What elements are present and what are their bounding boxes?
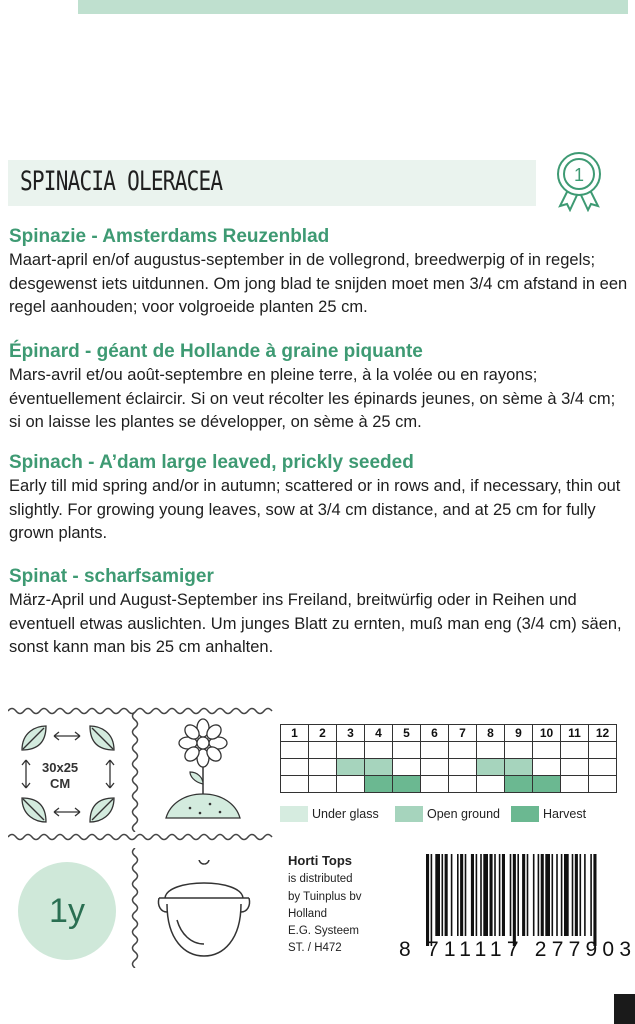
month-header: 6 [421,725,449,742]
barcode-bar [538,854,540,936]
legend-label: Open ground [427,807,500,821]
barcode-bar [513,854,516,946]
calendar-cell [281,776,309,793]
calendar-cell [589,776,617,793]
section-title: Spinat - scharfsamiger [9,566,214,587]
calendar-cell [309,742,337,759]
spacing-label [42,760,78,792]
barcode-bar [465,854,467,936]
calendar-cell [421,742,449,759]
calendar-cell [393,742,421,759]
section-dutch [9,225,631,320]
calendar-cell [365,742,393,759]
section-title: Épinard - géant de Hollande à graine piquante [9,341,423,362]
pot-icon [155,860,253,960]
calendar-cell [561,759,589,776]
calendar-cell [281,759,309,776]
calendar-cell [309,776,337,793]
calendar-cell [477,742,505,759]
barcode-bar [593,854,596,946]
barcode-bar [510,854,512,936]
flower-sprout-icon [160,718,246,822]
calendar-cell [505,759,533,776]
spacing-value: 30x25 [42,760,79,775]
calendar-cell [449,742,477,759]
wavy-divider [8,832,276,842]
section-text: Mars-avril et/ou août-septembre en pleine terre, à la volée ou en rayons; éventuellement éclaircir. Si on veut récolter les épinards jeunes, on sème à 3/4 cm; si on laisse les plantes se développer, on sème à 25 cm. [9,366,616,431]
barcode-bar [527,854,529,936]
calendar-cell [561,742,589,759]
barcode-bar [471,854,474,936]
section-english [9,451,631,546]
barcode-bar [499,854,501,936]
barcode-bar [541,854,544,936]
month-header: 8 [477,725,505,742]
calendar-cell [281,742,309,759]
calendar-cell [309,759,337,776]
legend-label: Under glass [312,807,379,821]
barcode-bar [457,854,459,936]
award-icon [548,150,610,212]
distributor-line: by Tuinplus bv [288,890,362,903]
month-header: 2 [309,725,337,742]
month-header: 5 [393,725,421,742]
month-header: 9 [505,725,533,742]
legend-harvest [511,806,586,822]
calendar-cell [477,759,505,776]
calendar-cell [337,776,365,793]
month-header: 10 [533,725,561,742]
barcode-bar [564,854,569,936]
section-title: Spinazie - Amsterdams Reuzenblad [9,226,330,247]
barcode-bar [584,854,586,936]
lifecycle-badge [18,862,116,960]
barcode-bar [522,854,525,936]
top-color-bar [78,0,628,14]
barcode-bar [552,854,554,936]
calendar-cell [561,776,589,793]
barcode-bar [480,854,482,936]
barcode-bar [575,854,578,936]
spacing-unit: CM [49,776,71,791]
barcode-bar [451,854,453,936]
distributor-line: is distributed [288,873,353,886]
distributor-line: E.G. Systeem [288,925,359,938]
legend-swatch [395,806,423,822]
section-text: Early till mid spring and/or in autumn; scattered or in rows and, if necessary, thin out slightly. For growing young leaves, sow at 3/4 cm distance, and at 25 cm for fully grown plants. [9,477,621,542]
month-header: 3 [337,725,365,742]
barcode [396,852,634,962]
barcode-bar [435,854,440,936]
section-german [9,565,631,660]
barcode-number: 8 711117 277903 [399,938,631,961]
species-name: SPINACIA OLERACEA [20,166,223,197]
distributor-line: ST. / H472 [288,942,342,955]
barcode-bar [431,854,433,946]
calendar-cell [393,776,421,793]
calendar-cell [421,776,449,793]
lifecycle-label: 1y [49,891,85,930]
barcode-bar [460,854,463,936]
month-header: 7 [449,725,477,742]
calendar-cell [505,776,533,793]
corner-mark [614,994,635,1024]
barcode-bar [533,854,535,936]
brand-name: Horti Tops [288,853,353,868]
barcode-bar [561,854,563,936]
month-header: 12 [589,725,617,742]
barcode-bar [476,854,478,936]
legend-swatch [280,806,308,822]
barcode-bar [442,854,444,936]
barcode-bar [545,854,550,936]
calendar-cell [589,742,617,759]
barcode-bar [445,854,448,936]
section-french [9,340,631,435]
distributor-info [288,852,398,958]
barcode-bar [490,854,493,936]
barcode-bar [502,854,505,936]
section-text: März-April und August-September ins Freiland, breitwürfig oder in Reihen und eventuell etwas auslichten. Um junges Blatt zu ernten, muß man eng (3/4 cm) säen, sonst kann man bis 25 cm anhalten. [9,591,622,656]
month-header: 11 [561,725,589,742]
calendar-cell [449,776,477,793]
calendar-cell [337,759,365,776]
calendar-cell [421,759,449,776]
barcode-bar [426,854,429,946]
distributor-line: Holland [288,907,327,920]
month-header: 1 [281,725,309,742]
calendar-cell [449,759,477,776]
section-title: Spinach - A’dam large leaved, prickly seeded [9,452,414,473]
calendar-cell [477,776,505,793]
legend-label: Harvest [543,807,587,821]
legend-under-glass [280,806,379,822]
calendar-cell [365,776,393,793]
calendar-cell [337,742,365,759]
section-text: Maart-april en/of augustus-september in de vollegrond, breedwerpig of in regels; desgewenst iets uitdunnen. Om jong blad te snijden moet men 3/4 cm afstand in een regel aanhouden; voor volgroeide planten 25 cm. [9,251,628,316]
calendar-cell [533,742,561,759]
svg-text:1: 1 [573,165,585,185]
barcode-bar [580,854,582,936]
barcode-bar [590,854,592,936]
calendar-cell [365,759,393,776]
barcode-bar [494,854,496,936]
barcode-bar [572,854,574,936]
sowing-calendar [280,724,617,793]
calendar-cell [505,742,533,759]
legend-swatch [511,806,539,822]
wavy-divider-vertical [130,848,140,968]
calendar-cell [533,776,561,793]
barcode-bar [517,854,519,936]
calendar-cell [393,759,421,776]
barcode-bar [556,854,558,936]
month-header: 4 [365,725,393,742]
calendar-cell [533,759,561,776]
legend-open-ground [395,806,500,822]
barcode-bar [483,854,488,936]
wavy-divider [8,706,276,716]
calendar-cell [589,759,617,776]
wavy-divider-vertical [130,712,140,832]
